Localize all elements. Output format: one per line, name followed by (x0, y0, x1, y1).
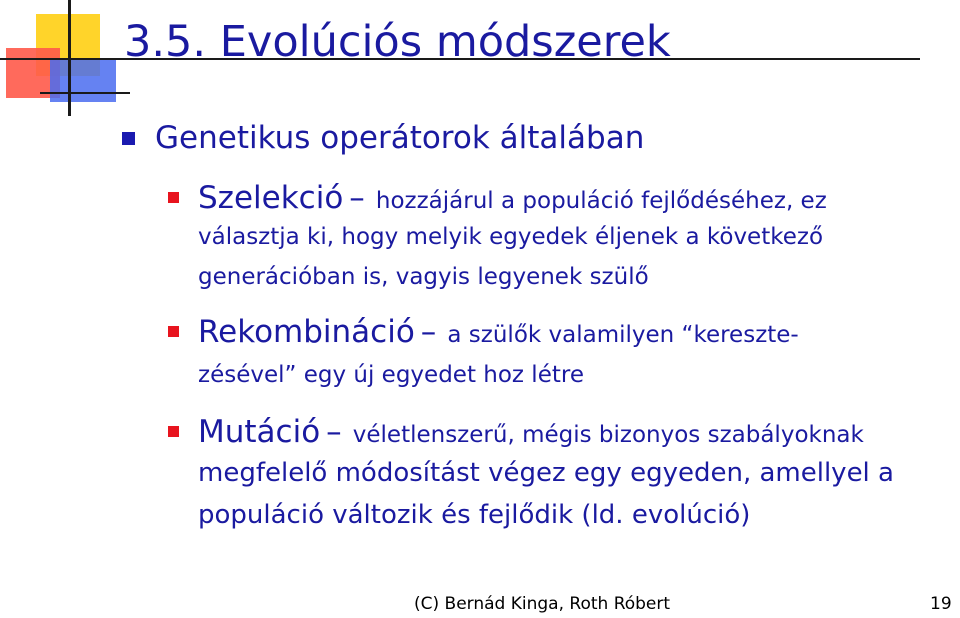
item-line-1 (198, 412, 864, 457)
page-number: 19 (930, 594, 952, 614)
item-text: zésével” egy új egyedet hoz létre (198, 362, 584, 388)
decorative-logo (0, 0, 130, 120)
footer-credit: (C) Bernád Kinga, Roth Róbert (414, 594, 671, 614)
item-dash: – (326, 414, 342, 450)
item-term: Mutáció (198, 414, 321, 450)
item-text: véletlenszerű, mégis bizonyos szabályoknak (352, 422, 864, 448)
level1-text: Genetikus operátorok általában (155, 120, 645, 156)
item-text: hozzájárul a populáció fejlődéséhez, ez (375, 188, 827, 214)
item-text: megfelelő módosítást végez egy egyeden, amellyel a (198, 458, 894, 488)
red-square-bullet-icon (168, 192, 179, 203)
red-square-bullet-icon (168, 326, 179, 337)
deco-short-line (40, 92, 130, 94)
level1-bullet-item (122, 118, 644, 158)
item-text: választja ki, hogy melyik egyedek éljenek a következő (198, 224, 824, 250)
blue-square-bullet-icon (122, 132, 135, 145)
item-text: populáció változik és fejlődik (ld. evolúció) (198, 500, 751, 530)
item-text: generációban is, vagyis legyenek szülő (198, 264, 649, 290)
item-term: Szelekció (198, 180, 344, 216)
item-dash: – (349, 180, 365, 216)
red-square-bullet-icon (168, 426, 179, 437)
deco-blue-square (50, 58, 116, 102)
item-dash: – (420, 314, 437, 350)
item-line-1 (198, 178, 827, 223)
item-line-1 (198, 312, 799, 357)
item-text: a szülők valamilyen “kereszte- (447, 322, 799, 348)
item-term: Rekombináció (198, 314, 415, 350)
slide-title: 3.5. Evolúciós módszerek (124, 17, 671, 67)
